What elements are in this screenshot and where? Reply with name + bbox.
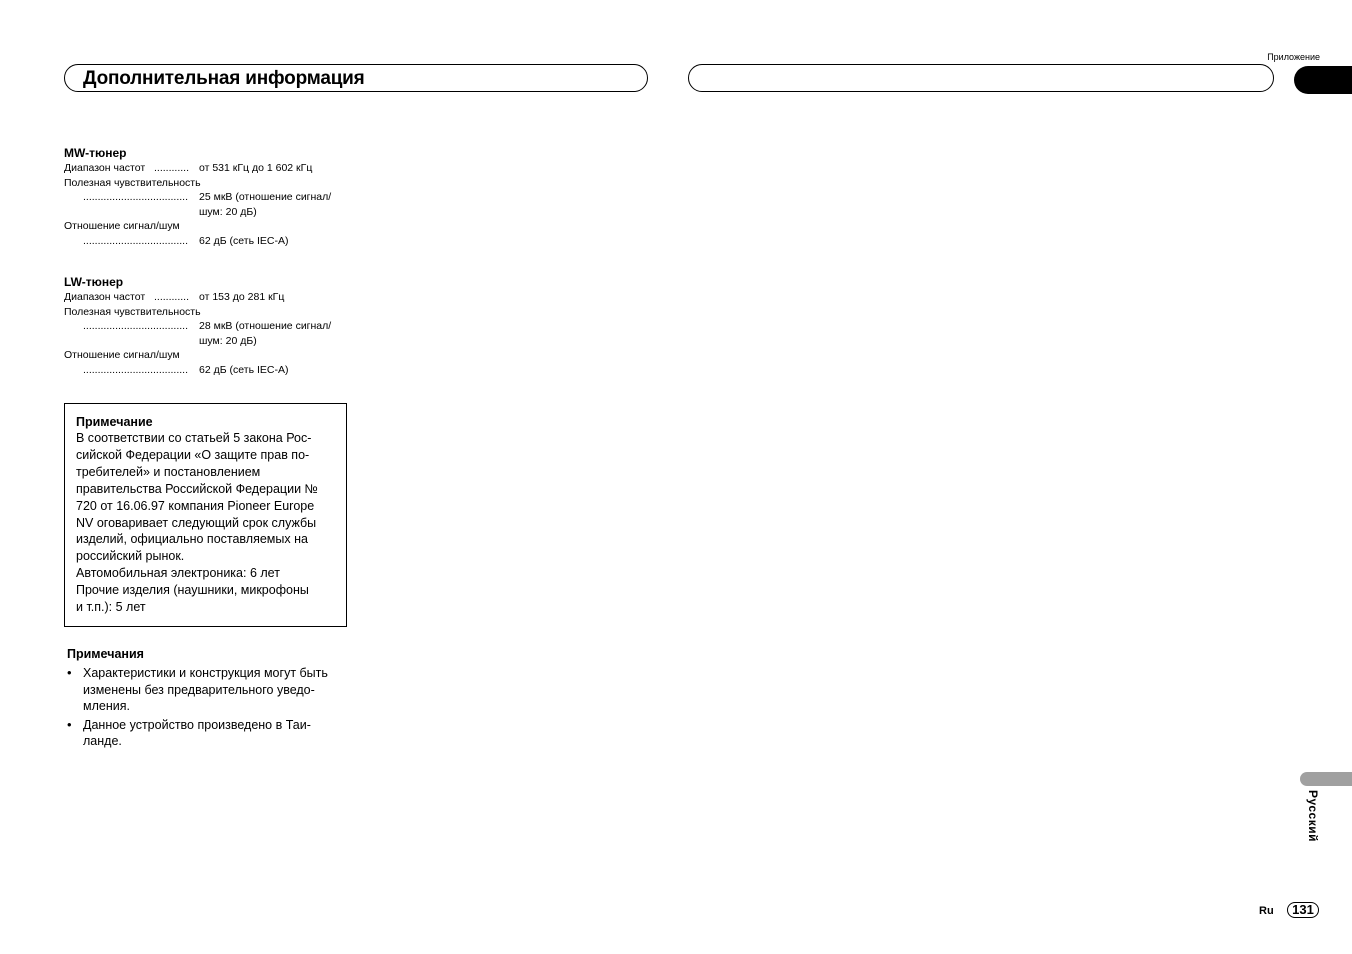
spec-label: Отношение сигнал/шум [64,349,180,361]
note-line: российский рынок. [76,549,185,564]
spec-row [64,176,364,191]
leader-dots: ............ [154,162,190,174]
language-label: Русский [1306,790,1320,842]
list-item [67,665,357,715]
spec-row [64,290,364,305]
list-item-line: мления. [83,699,130,714]
spec-value: 25 мкВ (отношение сигнал/ [199,191,332,203]
leader-dots: .................................... [83,234,189,247]
spec-label: Отношение сигнал/шум [64,220,180,232]
spec-value: шум: 20 дБ) [199,334,257,347]
note-box [64,403,347,627]
note-line: изделий, официально поставляемых на [76,532,308,547]
list-item-line: ланде. [83,734,122,749]
spec-row [64,334,364,349]
lw-tuner-heading: LW-тюнер [64,275,124,289]
leader-dots: .................................... [83,320,189,332]
list-item-line: изменены без предварительного уведо- [83,682,315,697]
spec-row [64,363,364,378]
spec-label: Полезная чувствительность [64,176,201,189]
spec-value: 62 дБ (сеть IEC-A) [199,363,289,376]
spec-value: от 153 до 281 кГц [199,291,285,303]
right-header-frame [688,64,1274,92]
leader-dots: .................................... [83,363,189,376]
note-line: Автомобильная электроника: 6 лет [76,566,280,581]
lw-tuner-specs [64,274,364,377]
list-item [67,717,357,750]
note-title: Примечание [76,415,153,429]
note-line: 720 от 16.06.97 компания Pioneer Europe [76,498,315,513]
language-code: Ru [1259,905,1274,917]
note-line: и т.п.): 5 лет [76,600,146,615]
notes-title: Примечания [67,647,144,661]
notes-section [67,646,357,750]
spec-row [64,219,364,234]
spec-row [64,348,364,363]
bullet-marker: • [67,716,72,732]
spec-value: 62 дБ (сеть IEC-A) [199,234,289,247]
note-line: сийской Федерации «О защите прав по- [76,447,310,462]
note-line: NV оговаривает следующий срок службы [76,515,317,530]
spec-value: 28 мкВ (отношение сигнал/ [199,320,332,332]
list-item-line: Данное устройство произведено в Таи- [83,717,311,732]
section-label: Приложение [1267,52,1320,62]
spec-label: Диапазон частот [64,291,146,303]
spec-value: от 531 кГц до 1 602 кГц [199,162,313,174]
note-line: В соответствии со статьей 5 закона Рос- [76,431,312,445]
bullet-marker: • [67,665,72,680]
page-title: Дополнительная информация [83,68,365,89]
spec-row [64,234,364,249]
leader-dots: ............ [154,291,190,303]
note-line: правительства Российской Федерации № [76,481,318,496]
spec-row [64,205,364,220]
section-tab [1294,66,1352,94]
page-number: 131 [1287,902,1319,918]
spec-row [64,161,364,176]
note-line: Прочие изделия (наушники, микрофоны [76,583,309,598]
language-tab [1300,772,1352,786]
chapter-header [64,64,648,92]
mw-tuner-heading: MW-тюнер [64,146,127,160]
spec-label: Полезная чувствительность [64,305,201,318]
note-line: требителей» и постановлением [76,464,261,479]
list-item-line: Характеристики и конструкция могут быть [83,666,328,680]
spec-label: Диапазон частот [64,162,146,174]
leader-dots: .................................... [83,191,189,203]
spec-value: шум: 20 дБ) [199,205,257,218]
spec-row [64,190,364,205]
spec-row [64,305,364,320]
spec-row [64,319,364,334]
mw-tuner-specs [64,145,364,248]
